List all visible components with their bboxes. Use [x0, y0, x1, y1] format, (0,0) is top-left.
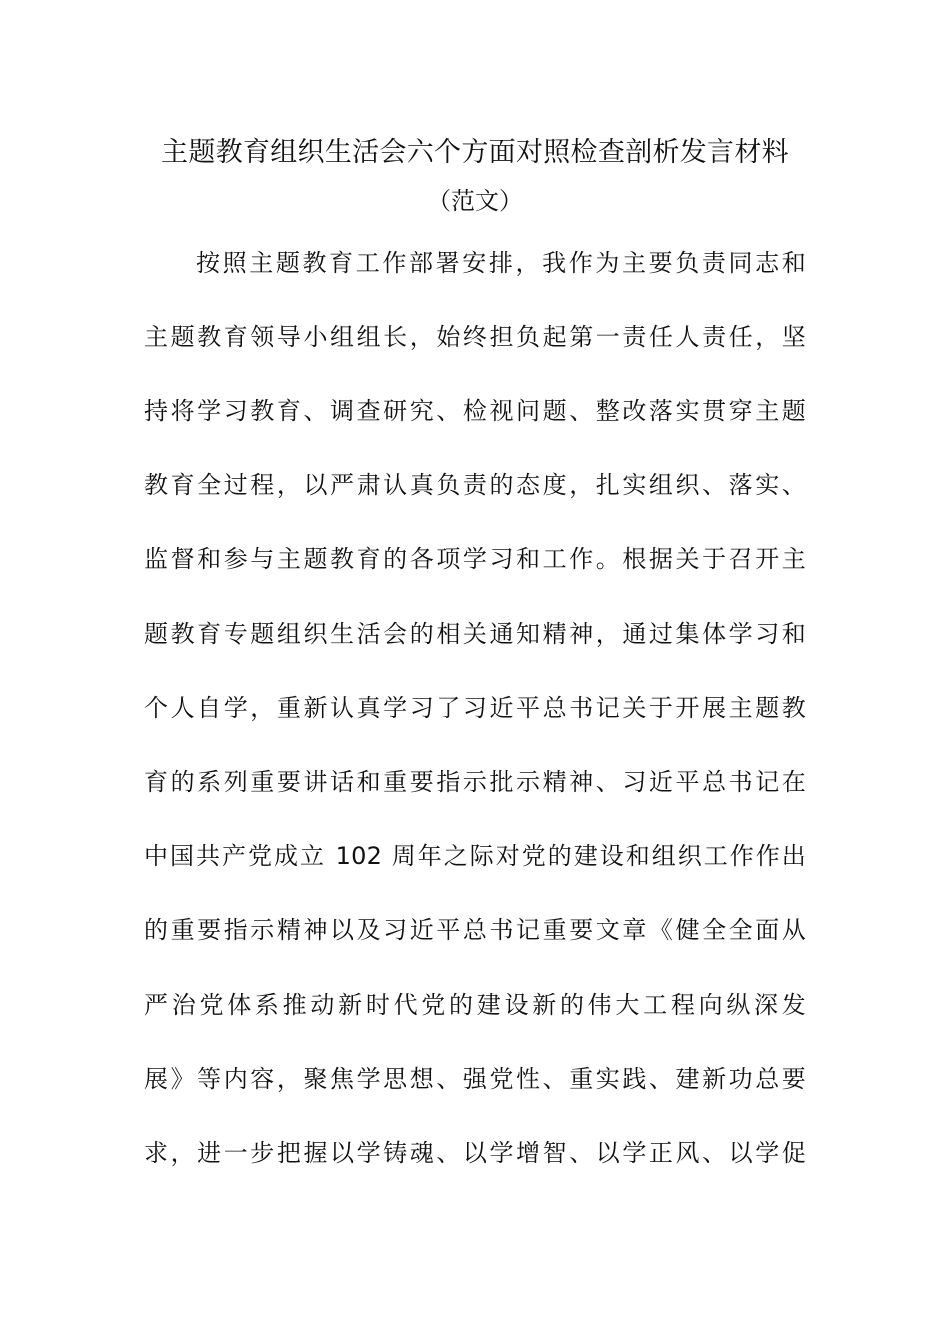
body-line: 主题教育领导小组组长，始终担负起第一责任人责任，坚: [144, 323, 806, 351]
body-line: 展》等内容，聚焦学思想、强党性、重实践、建新功总要: [144, 1065, 806, 1093]
body-line: 求，进一步把握以学铸魂、以学增智、以学正风、以学促: [144, 1139, 806, 1167]
body-line: 监督和参与主题教育的各项学习和工作。根据关于召开主: [144, 545, 806, 573]
body-line: 严治党体系推动新时代党的建设新的伟大工程向纵深发: [144, 991, 806, 1019]
body-line: 教育全过程，以严肃认真负责的态度，扎实组织、落实、: [144, 471, 806, 499]
body-line: 的重要指示精神以及习近平总书记重要文章《健全全面从: [144, 916, 806, 944]
document-title: 主题教育组织生活会六个方面对照检查剖析发言材料: [161, 137, 789, 168]
body-line: 育的系列重要讲话和重要指示批示精神、习近平总书记在: [144, 768, 806, 796]
body-line: 个人自学，重新认真学习了习近平总书记关于开展主题教: [144, 694, 806, 722]
body-line: 中国共产党成立 102 周年之际对党的建设和组织工作作出: [144, 842, 806, 870]
document-subtitle: （范文）: [427, 187, 523, 215]
body-line: 持将学习教育、调查研究、检视问题、整改落实贯穿主题: [144, 397, 806, 425]
body-line: 按照主题教育工作部署安排，我作为主要负责同志和: [196, 249, 806, 277]
body-line: 题教育专题组织生活会的相关通知精神，通过集体学习和: [144, 620, 806, 648]
